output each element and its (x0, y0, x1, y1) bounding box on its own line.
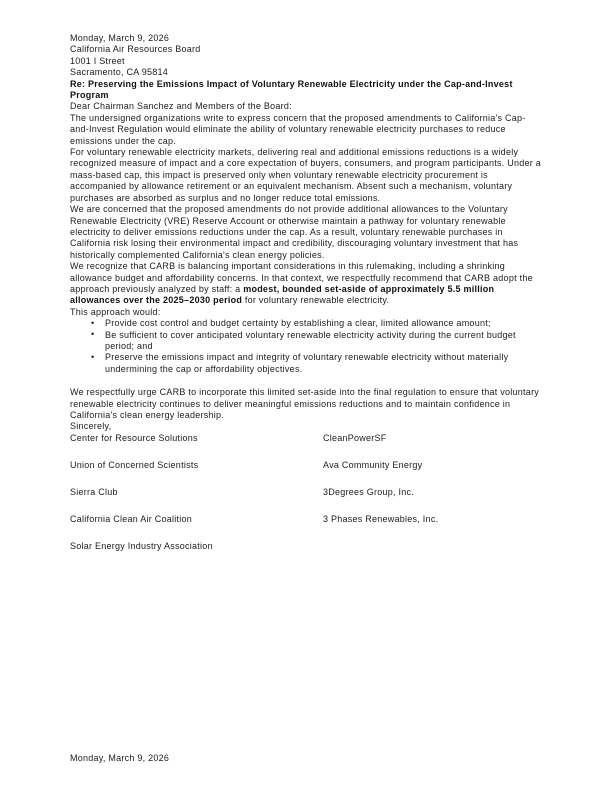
body-paragraph-3: We are concerned that the proposed amendments do not provide additional allowances to the Voluntary Renewable Electricity (VRE) Reserve Account or otherwise maintain a pathway for voluntary renewable electricity to deliver emissions reductions under the cap. As a result, voluntary renewable purchases in California risk losing their environmental impact and credibility, discouraging voluntary investment that has historically complemented California's clean energy policies. (70, 204, 519, 260)
salutation: Dear Chairman Sanchez and Members of the Board: (70, 101, 292, 112)
closing-paragraph: We respectfully urge CARB to incorporate this limited set-aside into the final regulation to ensure that voluntary renewable electricity continues to deliver meaningful emissions reductions and to maintain confidence in California's clean energy leadership. (70, 387, 540, 420)
recipient-address-block (70, 44, 542, 78)
signatory-right-3: 3Degrees Group, Inc. (323, 486, 415, 497)
bullet-item-3-text: Preserve the emissions impact and integrity of voluntary renewable electricity without materially undermining the cap or affordability objectives. (105, 352, 509, 374)
recommendation-text-pre: We recognize that CARB is balancing important considerations in this rulemaking, including a shrinking allowance budget and affordability concerns. In that context, we respectfully recommend that CARB adopt the approach previously analyzed by staff: a (70, 261, 533, 294)
signatories-block (70, 433, 542, 552)
signoff: Sincerely, (70, 421, 112, 432)
signatory-left-3: Sierra Club (70, 486, 118, 497)
bullet-item-2-text: Be sufficient to cover anticipated voluntary renewable electricity activity during the current budget period; and (105, 329, 516, 351)
approach-intro: This approach would: (70, 306, 161, 317)
signatory-right-4: 3 Phases Renewables, Inc. (323, 513, 439, 524)
footer-date: Monday, March 9, 2026 (70, 753, 170, 763)
bullet-item-3 (70, 352, 542, 375)
subject-line: Re: Preserving the Emissions Impact of Voluntary Renewable Electricity under the Cap-and-Invest Program (70, 78, 513, 101)
bullet-item-1-text: Provide cost control and budget certainty by establishing a clear, limited allowance amount; (105, 318, 491, 329)
bullet-marker: • (91, 351, 95, 362)
bullet-item-2 (70, 330, 542, 353)
signatory-right-5-empty (323, 541, 542, 552)
bullet-item-1 (70, 318, 542, 329)
signatory-left-1: Center for Resource Solutions (70, 432, 198, 443)
bullet-marker: • (91, 317, 95, 328)
body-paragraph-2: For voluntary renewable electricity markets, delivering real and additional emissions reductions is a widely recognized measure of impact and a core expectation of buyers, consumers, and program participants. Under a mass-based cap, this impact is preserved only when voluntary renewable electricity procurement is accompanied by allowance retirement or an equivalent mechanism. Absent such a mechanism, voluntary purchases are absorbed as surplus and no longer reduce total emissions. (70, 147, 541, 203)
signatory-right-1: CleanPowerSF (323, 432, 387, 443)
body-paragraph-1: The undersigned organizations write to express concern that the proposed amendments to California's Cap-and-Invest Regulation would eliminate the ability of voluntary renewable electricity purchases to reduce emissions under the cap. (70, 112, 526, 146)
signatory-left-2: Union of Concerned Scientists (70, 459, 199, 470)
recommendation-paragraph (70, 261, 542, 307)
signatory-right-2: Ava Community Energy (323, 459, 423, 470)
recipient-name: California Air Resources Board (70, 44, 201, 55)
recipient-street: 1001 I Street (70, 55, 125, 66)
recommendation-text-post: for voluntary renewable electricity. (242, 295, 390, 306)
approach-bullet-list (70, 318, 542, 375)
signatory-left-4: California Clean Air Coalition (70, 513, 193, 524)
recommendation-text-bold: modest, bounded set-aside of approximately 5.5 million allowances over the 2025–2030 period (70, 283, 495, 306)
signatory-left-5: Solar Energy Industry Association (70, 540, 213, 551)
recipient-city: Sacramento, CA 95814 (70, 67, 169, 78)
letter-date: Monday, March 9, 2026 (70, 33, 170, 43)
bullet-marker: • (91, 329, 95, 340)
